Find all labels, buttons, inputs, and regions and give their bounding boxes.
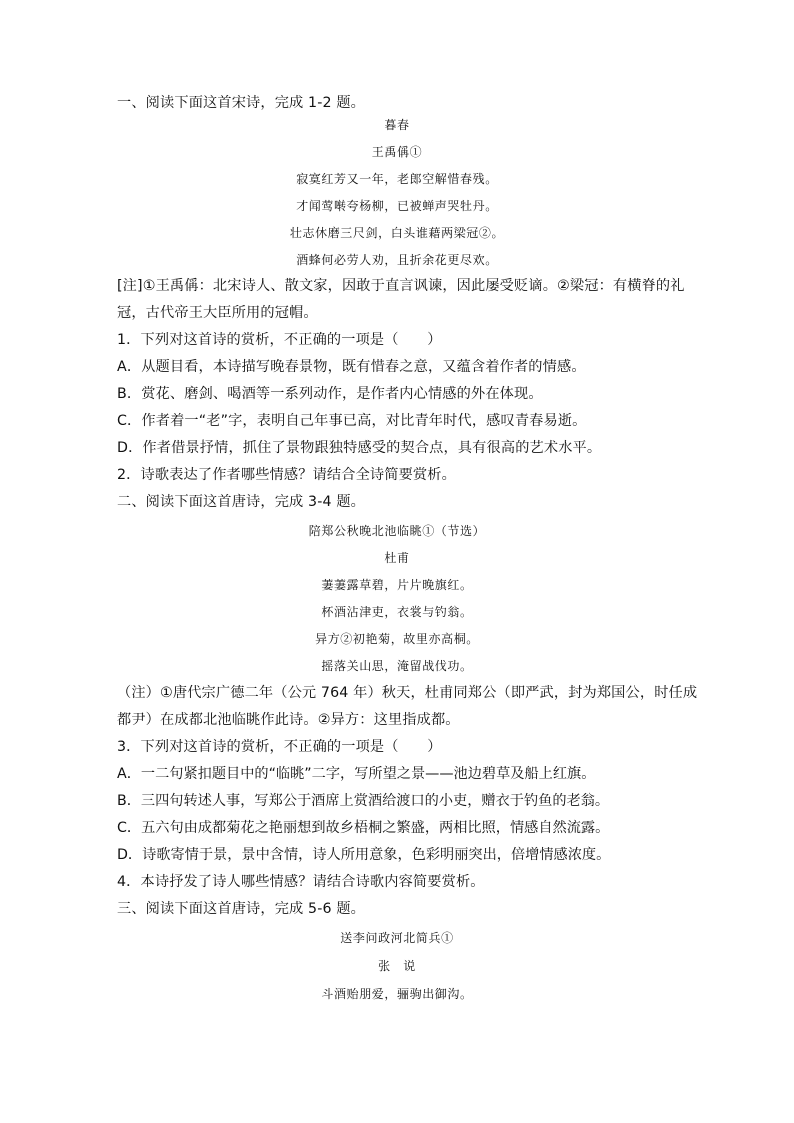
question-3: 3．下列对这首诗的赏析，不正确的一项是（ ）: [117, 739, 442, 755]
question-1-option-c: C．作者着一“老”字，表明自己年事已高，对比青年时代，感叹青春易逝。: [117, 413, 587, 429]
question-1-option-d: D．作者借景抒情，抓住了景物跟独特感受的契合点，具有很高的艺术水平。: [117, 440, 602, 456]
poem-3-title: 送李问政河北简兵①: [340, 931, 454, 945]
poem-2-note: （注）①唐代宗广德二年（公元 764 年）秋天，杜甫同郑公（即严武，封为郑国公，时任成: [117, 685, 698, 701]
question-2: 2．诗歌表达了作者哪些情感？请结合全诗简要赏析。: [117, 467, 456, 483]
poem-1-line: 寂寞红芳又一年，老郎空解惜春残。: [296, 172, 498, 186]
poem-2-title: 陪郑公秋晚北池临眺①（节选）: [308, 524, 486, 538]
question-3-option-b: B．三四句转述人事，写郑公于酒席上赏酒给渡口的小吏，赠衣于钓鱼的老翁。: [117, 793, 610, 809]
poem-1-title: 暮春: [384, 118, 410, 132]
poem-1-line: 酒蜂何必劳人劝，且折余花更尽欢。: [296, 253, 498, 267]
section-2-heading: 二、阅读下面这首唐诗，完成 3-4 题。: [117, 494, 366, 510]
poem-2-line: 异方②初艳菊，故里亦高桐。: [315, 632, 479, 646]
poem-1-line: 才闻莺啭夸杨柳，已被蝉声哭牡丹。: [296, 199, 498, 213]
question-1: 1．下列对这首诗的赏析，不正确的一项是（ ）: [117, 332, 442, 348]
poem-2-author: 杜甫: [384, 551, 410, 565]
poem-2-line: 摇落关山思，淹留战伐功。: [321, 659, 473, 673]
question-1-option-b: B．赏花、磨剑、喝酒等一系列动作，是作者内心情感的外在体现。: [117, 386, 543, 402]
question-3-option-c: C．五六句由成都菊花之艳丽想到故乡梧桐之繁盛，两相比照，情感自然流露。: [117, 820, 610, 836]
poem-1-author: 王禹偁①: [371, 145, 423, 159]
poem-3-line: 斗酒贻朋爱，骊驹出御沟。: [321, 987, 473, 1001]
question-3-option-d: D．诗歌寄情于景，景中含情，诗人所用意象，色彩明丽突出，倍增情感浓度。: [117, 847, 611, 863]
poem-1-note: [注]①王禹偁：北宋诗人、散文家，因敢于直言讽谏，因此屡受贬谪。②梁冠：有横脊的礼: [117, 278, 685, 294]
question-1-option-a: A．从题目看，本诗描写晚春景物，既有惜春之意，又蕴含着作者的情感。: [117, 359, 586, 375]
question-4: 4．本诗抒发了诗人哪些情感？请结合诗歌内容简要赏析。: [117, 874, 485, 890]
question-3-option-a: A．一二句紧扣题目中的“临眺”二字，写所望之景——池边碧草及船上红旗。: [117, 766, 596, 782]
poem-2-note: 都尹）在成都北池临眺作此诗。②异方：这里指成都。: [117, 712, 460, 728]
poem-2-line: 杯酒沾津吏，衣裳与钓翁。: [321, 605, 473, 619]
poem-1-line: 壮志休磨三尺剑，白头谁藉两梁冠②。: [289, 226, 505, 240]
section-1-heading: 一、阅读下面这首宋诗，完成 1-2 题。: [117, 95, 366, 111]
section-3-heading: 三、阅读下面这首唐诗，完成 5-6 题。: [117, 901, 366, 917]
poem-3-author: 张 说: [378, 959, 416, 973]
poem-1-note: 冠，古代帝王大臣所用的冠帽。: [117, 305, 318, 321]
poem-2-line: 萋萋露草碧，片片晚旗红。: [321, 578, 473, 592]
